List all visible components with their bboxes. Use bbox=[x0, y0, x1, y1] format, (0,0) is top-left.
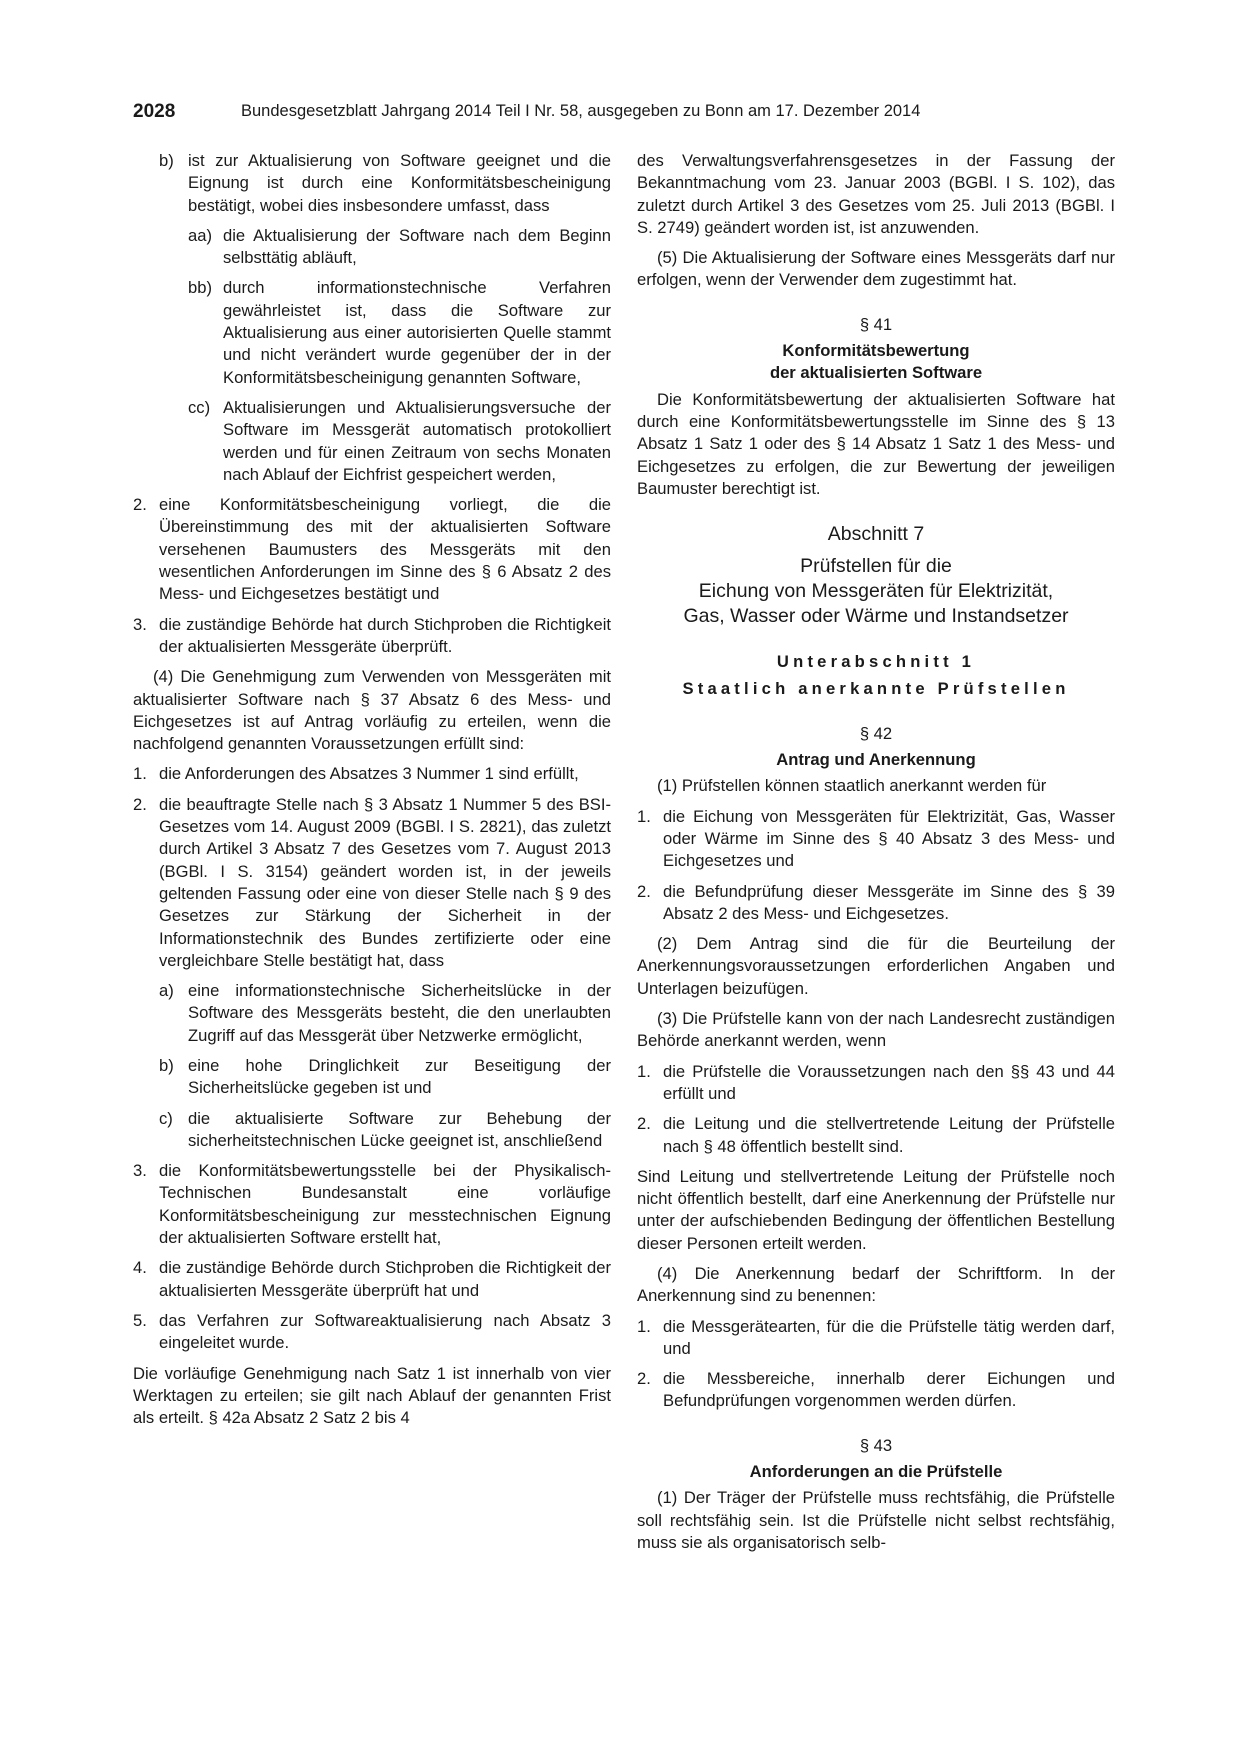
item-text: die Leitung und die stellvertretende Leitung der Prüfstelle nach § 48 öffentlich bestellt sind. bbox=[663, 1114, 1115, 1156]
list-item bbox=[637, 806, 1115, 873]
list-item bbox=[637, 881, 1115, 926]
list-item bbox=[637, 1113, 1115, 1158]
item-label: 2. bbox=[133, 794, 147, 814]
section-title-line: Konformitätsbewertung bbox=[782, 341, 970, 361]
list-item bbox=[133, 1160, 611, 1249]
item-label: c) bbox=[159, 1108, 173, 1128]
section-title bbox=[637, 340, 1115, 385]
list-item bbox=[159, 1108, 611, 1153]
paragraph-4: (4) Die Genehmigung zum Verwenden von Messgeräten mit aktualisierter Software nach § 37 Absatz 6 des Mess- und Eichgesetzes ist auf Antrag vorläufig zu erteilen, wenn die nachfolgend genannten Voraussetzungen erfüllt sind: bbox=[133, 667, 611, 754]
item-text: die Konformitätsbewertungsstelle bei der Physikalisch-Technischen Bundesanstalt eine vorläufige Konformitätsbescheinigung zur messtechnischen Eignung der aktualisierten Software erstellt hat, bbox=[159, 1161, 611, 1248]
paragraph-5: (5) Die Aktualisierung der Software eines Messgeräts darf nur erfolgen, wenn der Verwender dem zugestimmt hat. bbox=[637, 248, 1115, 290]
item-label: 1. bbox=[637, 1316, 651, 1336]
section-title-line: der aktualisierten Software bbox=[769, 363, 983, 383]
section-number: § 43 bbox=[859, 1435, 893, 1455]
left-column bbox=[133, 150, 611, 1437]
list-item bbox=[637, 1061, 1115, 1106]
item-text: Aktualisierungen und Aktualisierungsversuche der Software im Messgerät automatisch protokolliert werden und für einen Zeitraum von sechs Monaten nach Ablauf der Eichfrist gespeichert werden, bbox=[223, 397, 611, 484]
list-item bbox=[133, 1310, 611, 1355]
item-label: bb) bbox=[188, 278, 212, 298]
item-label: aa) bbox=[188, 225, 212, 245]
item-label: 2. bbox=[637, 1369, 651, 1389]
chapter-title bbox=[637, 554, 1115, 629]
list-item bbox=[637, 1316, 1115, 1361]
paragraph: (3) Die Prüfstelle kann von der nach Landesrecht zuständigen Behörde anerkannt werden, wenn bbox=[637, 1009, 1115, 1051]
item-text: die aktualisierte Software zur Behebung der sicherheitstechnischen Lücke geeignet ist, anschließend bbox=[188, 1108, 611, 1150]
running-title: Bundesgesetzblatt Jahrgang 2014 Teil I Nr. 58, ausgegeben zu Bonn am 17. Dezember 2014 bbox=[241, 102, 921, 120]
list-item bbox=[188, 277, 611, 388]
item-text: die zuständige Behörde durch Stichproben die Richtigkeit der aktualisierten Messgeräte überprüft hat und bbox=[159, 1258, 611, 1300]
item-text: die Messgerätearten, für die die Prüfstelle tätig werden darf, und bbox=[663, 1316, 1115, 1358]
item-label: 3. bbox=[133, 614, 147, 634]
list-item bbox=[188, 225, 611, 270]
item-text: die Eichung von Messgeräten für Elektrizität, Gas, Wasser oder Wärme im Sinne des § 40 Absatz 3 des Mess- und Eichgesetzes und bbox=[663, 806, 1115, 871]
section-number: § 41 bbox=[859, 314, 893, 334]
item-label: 2. bbox=[637, 1114, 651, 1134]
page-number: 2028 bbox=[133, 101, 176, 122]
item-text: eine hohe Dringlichkeit zur Beseitigung der Sicherheitslücke gegeben ist und bbox=[188, 1055, 611, 1098]
item-text: durch informationstechnische Verfahren gewährleistet ist, dass die Software zur Aktualisierung aus einer autorisierten Quelle stammt und nicht verändert wurde gegenüber der in der Konformitätsbescheinigung genannten Software, bbox=[223, 278, 611, 387]
item-label: 1. bbox=[637, 1061, 651, 1081]
page-header bbox=[133, 101, 1113, 127]
list-item bbox=[159, 1055, 611, 1100]
item-text: die Prüfstelle die Voraussetzungen nach den §§ 43 und 44 erfüllt und bbox=[663, 1061, 1115, 1103]
list-item bbox=[159, 150, 611, 217]
paragraph: Sind Leitung und stellvertretende Leitung der Prüfstelle noch nicht öffentlich bestellt, darf eine Anerkennung der Prüfstelle nur unter der aufschiebenden Bedingung der öffentlichen Bestellung dieser Personen erteilt werden. bbox=[637, 1166, 1115, 1253]
item-text: eine Konformitätsbescheinigung vorliegt, die die Übereinstimmung des mit der aktualisierten Software versehenen Baumusters des Messgeräts mit den wesentlichen Anforderungen im Sinne des § 6 Absatz 2 des Mess- und Eichgesetzes bestätigt und bbox=[159, 495, 611, 604]
chapter-title-line: Gas, Wasser oder Wärme und Instandsetzer bbox=[683, 605, 1069, 628]
closing-paragraph: Die vorläufige Genehmigung nach Satz 1 ist innerhalb von vier Werktagen zu erteilen; sie gilt nach Ablauf der genannten Frist als erteilt. § 42a Absatz 2 Satz 2 bis 4 bbox=[133, 1363, 611, 1428]
chapter-title-line: Eichung von Messgeräten für Elektrizität, bbox=[698, 580, 1054, 603]
paragraph: (2) Dem Antrag sind die für die Beurteilung der Anerkennungsvoraussetzungen erforderlichen Angaben und Unterlagen beizufügen. bbox=[637, 934, 1115, 998]
list-item bbox=[637, 1368, 1115, 1413]
paragraph: (4) Die Anerkennung bedarf der Schriftform. In der Anerkennung sind zu benennen: bbox=[637, 1263, 1115, 1306]
section-title: Antrag und Anerkennung bbox=[776, 750, 976, 770]
list-item bbox=[188, 397, 611, 486]
list-item bbox=[133, 763, 611, 785]
item-label: 5. bbox=[133, 1310, 147, 1330]
continuation-paragraph: des Verwaltungsverfahrensgesetzes in der Fassung der Bekanntmachung vom 23. Januar 2003 (BGBl. I S. 102), das zuletzt durch Artikel 3 des Gesetzes vom 25. Juli 2013 (BGBl. I S. 2749) geändert worden ist, ist anzuwenden. bbox=[637, 151, 1115, 237]
item-label: 1. bbox=[637, 806, 651, 826]
paragraph: (1) Der Träger der Prüfstelle muss rechtsfähig, die Prüfstelle soll rechtsfähig sein. Ist die Prüfstelle nicht selbst rechtsfähig, muss sie als organisatorisch selb- bbox=[637, 1488, 1115, 1552]
section-number: § 42 bbox=[859, 723, 893, 743]
item-text: das Verfahren zur Softwareaktualisierung nach Absatz 3 eingeleitet wurde. bbox=[159, 1310, 611, 1353]
list-item bbox=[133, 614, 611, 659]
item-label: a) bbox=[159, 981, 174, 1001]
item-text: die Aktualisierung der Software nach dem Beginn selbsttätig abläuft, bbox=[223, 225, 611, 268]
subchapter-title: Staatlich anerkannte Prüfstellen bbox=[682, 679, 1070, 699]
chapter-title-line: Prüfstellen für die bbox=[800, 555, 952, 578]
item-text: die Messbereiche, innerhalb derer Eichungen und Befundprüfungen vorgenommen werden dürfen. bbox=[663, 1369, 1115, 1411]
item-label: 4. bbox=[133, 1258, 147, 1278]
list-item bbox=[133, 794, 611, 972]
list-item bbox=[133, 1257, 611, 1302]
item-text: ist zur Aktualisierung von Software geeignet und die Eignung ist durch eine Konformitätsbescheinigung bestätigt, wobei dies insbesondere umfasst, dass bbox=[188, 151, 611, 215]
item-text: die Befundprüfung dieser Messgeräte im Sinne des § 39 Absatz 2 des Mess- und Eichgesetzes. bbox=[663, 881, 1115, 923]
item-label: 3. bbox=[133, 1161, 147, 1181]
list-item bbox=[133, 494, 611, 605]
item-text: die Anforderungen des Absatzes 3 Nummer 1 sind erfüllt, bbox=[159, 764, 579, 784]
item-label: b) bbox=[159, 151, 174, 170]
item-label: cc) bbox=[188, 397, 211, 417]
item-label: 1. bbox=[133, 764, 147, 784]
item-text: die zuständige Behörde hat durch Stichproben die Richtigkeit der aktualisierten Messgeräte überprüft. bbox=[159, 614, 611, 656]
section-text: Die Konformitätsbewertung der aktualisierten Software hat durch eine Konformitätsbewertungsstelle im Sinne des § 13 Absatz 1 Satz 1 oder des § 14 Absatz 1 Satz 1 des Mess- und Eichgesetzes zu erfolgen, die zur Bewertung der jeweiligen Baumuster berechtigt ist. bbox=[637, 389, 1115, 498]
list-item bbox=[159, 980, 611, 1047]
item-text: die beauftragte Stelle nach § 3 Absatz 1 Nummer 5 des BSI-Gesetzes vom 14. August 2009 (BGBl. I S. 2821), das zuletzt durch Artikel 3 Absatz 7 des Gesetzes vom 7. August 2013 (BGBl. I S. 3154) geändert worden ist, in der jeweils geltenden Fassung oder eine von dieser Stelle nach § 9 des Gesetzes zur Stärkung der Sicherheit in der Informationstechnik des Bundes zertifizierte oder eine vergleichbare Stelle bestätigt hat, dass bbox=[159, 794, 611, 970]
item-text: eine informationstechnische Sicherheitslücke in der Software des Messgeräts besteht, die den unerlaubten Zugriff auf das Messgerät über Netzwerke ermöglicht, bbox=[188, 981, 611, 1045]
item-label: 2. bbox=[637, 881, 651, 901]
item-label: 2. bbox=[133, 495, 147, 515]
right-column bbox=[637, 150, 1115, 1562]
chapter-heading: Abschnitt 7 bbox=[827, 523, 925, 546]
item-label: b) bbox=[159, 1055, 174, 1075]
subchapter-heading: Unterabschnitt 1 bbox=[776, 652, 976, 672]
paragraph: (1) Prüfstellen können staatlich anerkannt werden für bbox=[657, 776, 1047, 796]
section-title: Anforderungen an die Prüfstelle bbox=[749, 1462, 1003, 1482]
